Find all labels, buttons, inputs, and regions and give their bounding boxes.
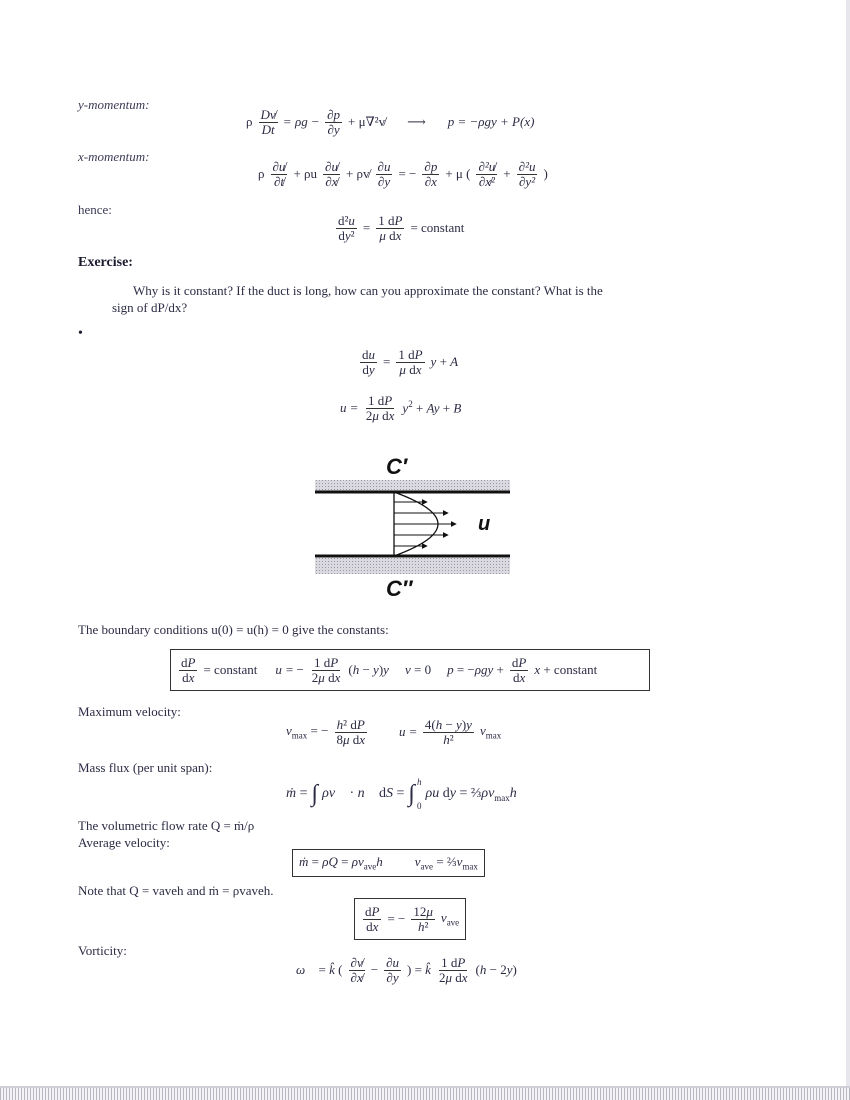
constant-word: constant [214,662,258,677]
mass-flux-label: Mass flux (per unit span): [78,760,213,775]
velocity-profile [394,492,456,556]
y-momentum-label: y-momentum: [78,97,150,112]
top-wall [315,480,510,492]
volumetric-flow-text: The volumetric flow rate Q = ṁ/ρ [78,818,255,833]
velocity-label: u [478,513,491,535]
top-wall-label: C′ [386,454,408,479]
exercise-text-line-1: Why is it constant? If the duct is long, how can you approximate the constant? What is the [133,283,603,298]
vorticity-label: Vorticity: [78,943,127,958]
hence-equation: $\frac{\text{d²u}}{\text{dy²}}$ = $\frac{1 dP}{\text{μ dx}}$ = constant [338,213,465,243]
scan-bottom-edge [0,1088,850,1100]
average-velocity-box: ṁ = $\rho Q = \rho v_{ave}h$ $v_{ave}$ = $\frac{2}{3}v_{max}$ [292,849,485,877]
exercise-text-line-2: sign of dP/dx? [112,300,188,315]
hence-label: hence: [78,202,112,217]
boundary-result-box: $\frac{dP}{dx}$ = constant u = − $\frac{1 dP}{\text{2μ dx}}$ (h − y)y v = 0 p = −ρgy + $\frac{dP}{dx}$ x + constant [170,649,650,691]
x-momentum-label: x-momentum: [78,149,150,164]
boundary-conditions-text: The boundary conditions u(0) = u(h) = 0 give the constants: [78,622,389,637]
channel-flow-diagram [310,450,515,600]
vorticity-equation: ω⃗ = k̂ ( $\frac{\partial v̸}{\partial x̸}$ − $\frac{\partial u}{\partial y}$ ) = k̂ $\frac{1 dP}{\text{2μ dx}}$ (h − 2y) [296,955,517,985]
y-momentum-result: p = −ρgy + P(x) [447,114,535,130]
max-velocity-equation: $v_{max}$ = − $\frac{\text{h² dP}}{\text{8μ dx}}$ u = $\frac{4(h - y)y}{\text{h²}}$ $v_{max}$ [286,717,502,747]
scan-right-edge [846,0,850,1090]
x-momentum-equation: ρ $\frac{\partial u̸}{\partial t̸}$ + ρu $\frac{\partial u̸}{\partial x̸}$ + ρv̸ $\frac{\partial u}{\partial y}$ = − $\frac{\partial p}{\partial x}$ + μ ( $\frac{\text{∂²u̸}}{\text{∂x̸²}}$ + $\frac{\text{∂²u}}{\text{∂y²}}$ ) [258,159,548,189]
note-text: Note that Q = vaveh and ṁ = ρvaveh. [78,883,274,898]
bottom-wall [315,556,510,574]
du-dy-equation: $\frac{du}{dy}$ = $\frac{1 dP}{\text{μ dx}}$ y + A [362,347,459,377]
pressure-gradient-box: $\frac{dP}{dx}$ = − $\frac{12\mu}{\text{h²}}$ $v_{ave}$ [354,898,466,940]
constant-text: = constant [410,220,465,236]
exercise-heading: Exercise: [78,255,133,270]
max-velocity-label: Maximum velocity: [78,704,181,719]
average-velocity-label: Average velocity: [78,835,170,850]
u-equation: u = $\frac{1 dP}{\text{2μ dx}}$ $y^2 + Ay + B$ [340,393,462,423]
mass-flux-equation: ṁ = ∫ ρv⃗ · n⃗ dS = ∫ h 0 ρu dy = $\frac{2}{3}\rho v_{max}h$ [286,777,517,811]
bullet: • [78,326,83,341]
bottom-wall-label: C″ [386,576,413,600]
y-momentum-equation: ρ $\frac{Dv̸}{Dt}$ = ρg − $\frac{\partial p}{\partial y}$ + μ∇²v̸ ⟶ p = −ρgy + P(x) [246,107,535,137]
